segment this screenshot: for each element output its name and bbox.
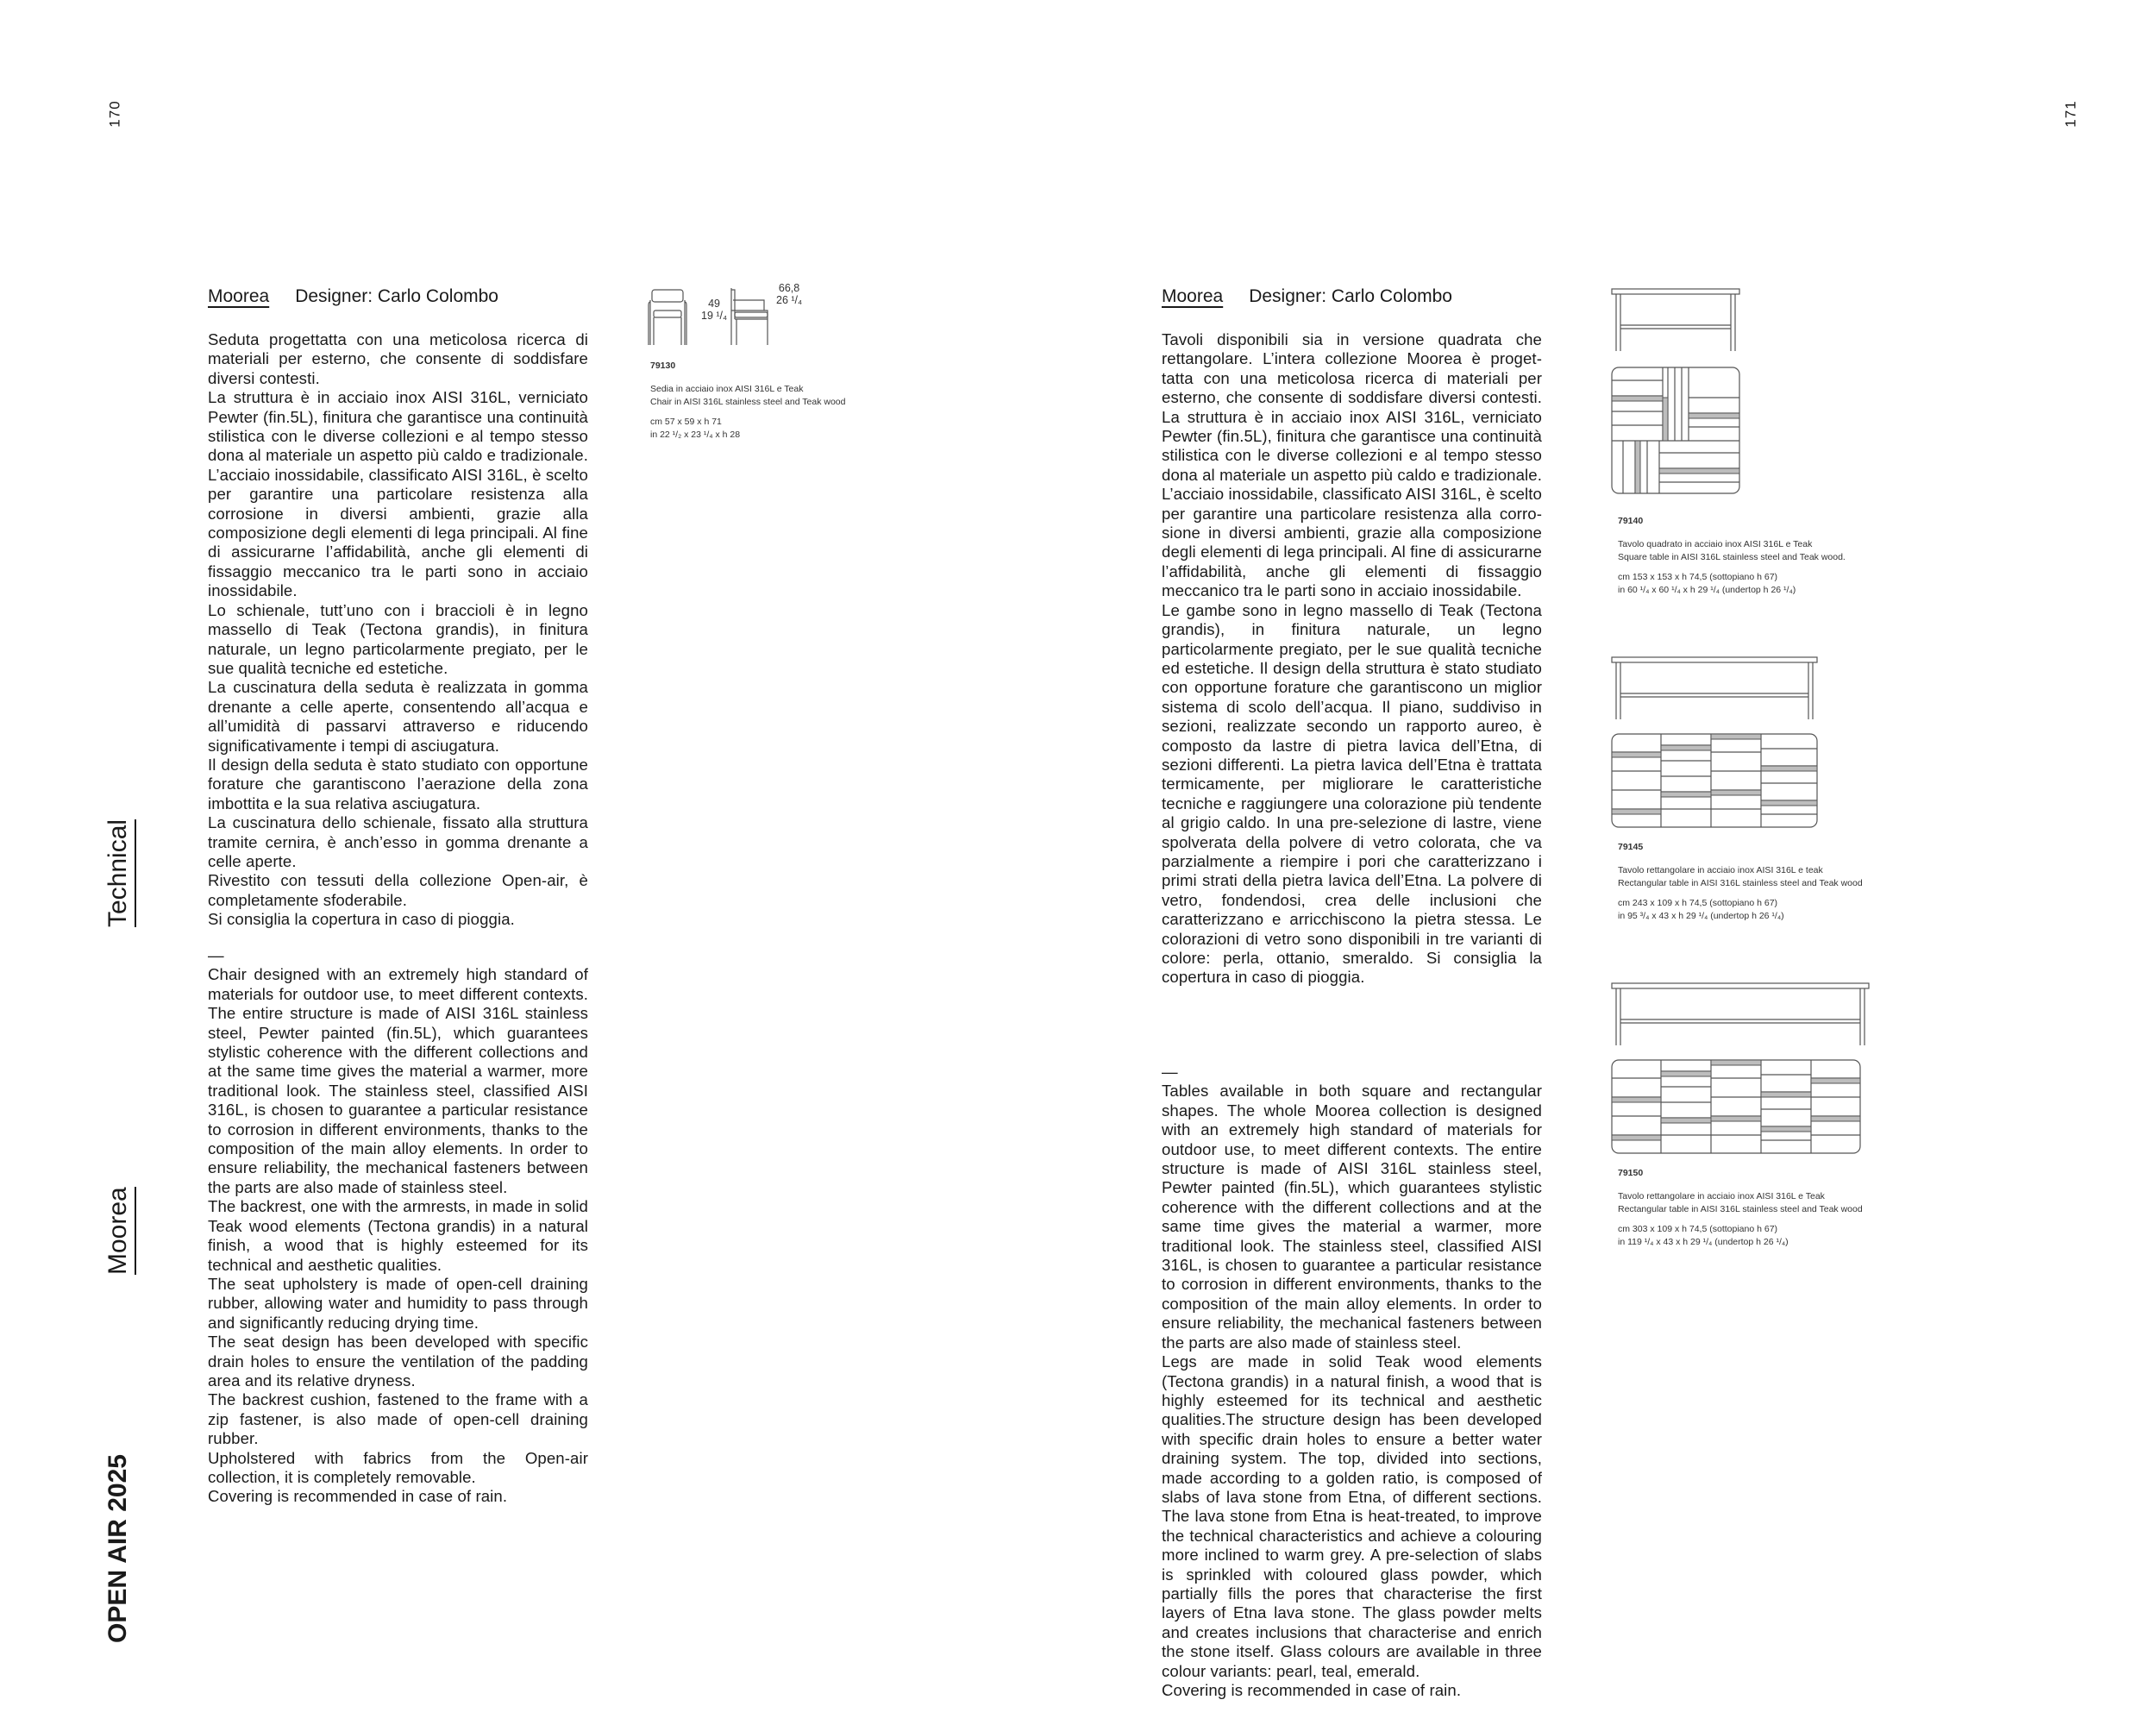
designer-name: Designer: Carlo Colombo [295,286,498,306]
product-code: 79145 [1618,842,1644,852]
product-info-79145 [1618,841,1863,923]
collection-label: Moorea [103,1187,136,1275]
catalogue-label: OPEN AIR 2025 [103,1454,132,1643]
product-desc-en: Chair in AISI 316L stainless steel and Teak wood [650,397,846,407]
product-desc-it: Sedia in acciaio inox AISI 316L e Teak [650,384,804,394]
product-desc-it: Tavolo quadrato in acciaio inox AISI 316L e Teak [1618,539,1813,549]
square-table-elevation [1611,287,1740,353]
table-description-italian: Tavoli disponibili sia in versione quadrata che rettangolare. L’intera collezione Moorea è proget-tatta con una meticolosa ricerca di materiali per esterno, che consente di soddisfare diversi contesti. La struttura è in acciaio inox AISI 316L, verniciato Pewter (fin.5L), finitura che garantisce una continuità stilistica con le diverse collezioni e al tempo stesso dona al materiale un aspetto più caldo e tradizionale. L’acciaio inossidabile, classificato AISI 316L, è scelto per garantire una particolare resistenza alla corro-sione in diversi ambienti, grazie alla composizione degli elementi di lega principali. Al fine di assicurarne l’affidabilità, anche gli elementi di fissaggio meccanico tra le parti sono in acciaio inossidabile. Le gambe sono in legno massello di Teak (Tectona grandis), in finitura naturale, un legno particolarmente pregiato, per le sue qualità tecniche ed estetiche. Il design della struttura è stato studiato con opportune forature che garantiscono un miglior sistema di scolo dell’acqua. Il piano, suddiviso in sezioni, realizzate secondo un rapporto aureo, è composto da lastre di pietra lavica dell’Etna, di sezioni differenti. La pietra lavica dell’Etna è trattata termicamente, per migliorare le caratteristiche tecniche e raggiungere una colorazione più tendente al grigio caldo. In una pre-selezione di lastre, viene spolverata della polvere di vetro colorata, che va parzialmente a riempire i pori che caratterizzano i primi strati della pietra lavica dell’Etna. La polvere di vetro, fondendosi, crea delle inclusioni che caratterizzano e arricchiscono la pietra stessa. Le colorazioni di vetro sono disponibili in tre varianti di colore: perla, ottanio, smeraldo. Si consiglia la copertura in caso di pioggia. [1162,330,1542,987]
product-size-cm: cm 153 x 153 x h 74,5 (sottopiano h 67) [1618,572,1778,582]
rect-table-245-elevation [1611,656,1818,721]
chair-description-english: — Chair designed with an extremely high standard of materials for outdoor use, to meet different contexts. The entire structure is made of AISI 316L stainless steel, Pewter painted (fin.5L), which guarantees stylistic coherence with the different collections and at the same time gives the material a warmer, more traditional look. The stainless steel, classified AISI 316L, is chosen to guarantee a particular resistance to corrosion in different environments, thanks to the composition of the main alloy elements. In order to ensure reliability, the mechanical fasteners between the parts are also made of stainless steel. The backrest, one with the armrests, in made in solid Teak wood elements (Tectona grandis) in a natural finish, a wood that is highly esteemed for its technical and aesthetic qualities. The seat upholstery is made of open-cell draining rubber, allowing water and humidity to pass through and significantly reducing drying time. The seat design has been developed with specific drain holes to ensure the ventilation of the padding area and its relative dryness. The backrest cushion, fastened to the frame with a zip fastener, is also made of open-cell draining rubber. Upholstered with fabrics from the Open-air collection, it is completely removable. Covering is recommended in case of rain. [208,946,588,1506]
left-page-header [208,286,498,307]
chair-height-cm: 66,8 [778,282,800,294]
rect-table-245-plan [1611,733,1818,828]
product-size-in: in 119 ¹/₄ x 43 x h 29 ¹/₄ (undertop h 26 ¹/₄) [1618,1237,1789,1247]
rect-table-303-plan [1611,1059,1861,1154]
page-number-right: 171 [2062,100,2079,128]
product-info-79150 [1618,1167,1863,1249]
product-desc-it: Tavolo rettangolare in acciaio inox AISI 316L e Teak [1618,1191,1825,1201]
chair-width-dim [701,298,727,322]
page-number-left: 170 [106,100,123,128]
product-size-cm: cm 303 x 109 x h 74,5 (sottopiano h 67) [1618,1224,1778,1234]
square-table-plan [1611,367,1740,494]
product-size-cm: cm 243 x 109 x h 74,5 (sottopiano h 67) [1618,898,1778,908]
product-size-in: in 95 ³/₄ x 43 x h 29 ¹/₄ (undertop h 26 ¹/₄) [1618,911,1784,921]
product-code: 79130 [650,361,676,371]
rect-table-303-elevation [1611,982,1870,1047]
designer-name: Designer: Carlo Colombo [1249,286,1452,306]
product-desc-en: Rectangular table in AISI 316L stainless steel and Teak wood [1618,1204,1863,1214]
product-info-79140 [1618,515,1846,597]
product-name: Moorea [1162,286,1224,306]
chair-height-in: 26 ¹/₄ [776,294,803,306]
product-name: Moorea [208,286,270,306]
product-size-cm: cm 57 x 59 x h 71 [650,417,722,427]
product-desc-en: Square table in AISI 316L stainless steel and Teak wood. [1618,552,1846,562]
section-label-technical: Technical [103,819,136,927]
product-code: 79150 [1618,1168,1644,1178]
product-desc-it: Tavolo rettangolare in acciaio inox AISI 316L e teak [1618,865,1823,875]
product-desc-en: Rectangular table in AISI 316L stainless steel and Teak wood [1618,878,1863,888]
chair-width-in: 19 ¹/₄ [701,310,728,322]
table-description-english: — Tables available in both square and rectangular shapes. The whole Moorea collection is designed with an extremely high standard of materials for outdoor use, to meet different contexts. The entire structure is made of AISI 316L stainless steel, Pewter painted (fin.5L), which guarantees stylistic coherence with the different collections and at the same time gives the material a warmer, more traditional look. The stainless steel, classified AISI 316L, is chosen to guarantee a particular resistance to corrosion in different environments, thanks to the composition of the main alloy elements. In order to ensure reliability, the mechanical fasteners between the parts are also made of stainless steel. Legs are made in solid Teak wood elements (Tectona grandis) in a natural finish, a wood that is highly esteemed for its technical and aesthetic qualities.The structure design has been developed with specific drain holes to ensure a better water draining system. The top, divided into sections, made according to a golden ratio, is composed of slabs of lava stone from Etna, of different sections. The lava stone from Etna is heat-treated, to improve the technical characteristics and achieve a colouring more inclined to warm grey. A pre-selection of slabs is sprinkled with coloured glass powder, which partially fills the pores that characterise the first layers of Etna lava stone. The glass powder melts and creates inclusions that characterise and enrich the stone itself. Glass colours are available in three colour variants: pearl, teal, emerald. Covering is recommended in case of rain. [1162,1063,1542,1699]
chair-height-dim [776,282,802,306]
product-code: 79140 [1618,516,1644,526]
product-size-in: in 22 ¹/₂ x 23 ¹/₄ x h 28 [650,430,741,440]
right-page-header [1162,286,1452,307]
product-size-in: in 60 ¹/₄ x 60 ¹/₄ x h 29 ¹/₄ (undertop h 26 ¹/₄) [1618,585,1796,595]
chair-description-italian: Seduta progettatta con una meticolosa ricerca di materiali per esterno, che consente di soddisfare diversi contesti. La struttura è in acciaio inox AISI 316L, verniciato Pewter (fin.5L), finitura che garantisce una continuità stilistica con le diverse collezioni e al tempo stesso dona al materiale un aspetto più caldo e tradizionale. L’acciaio inossidabile, classificato AISI 316L, è scelto per garantire una particolare resistenza alla corrosione in diversi ambienti, grazie alla composizione degli elementi di lega principali. Al fine di assicurarne l’affidabilità, anche gli elementi di fissaggio meccanico tra le parti sono in acciaio inossidabile. Lo schienale, tutt’uno con i braccioli è in legno massello di Teak (Tectona grandis), in finitura naturale, un legno particolarmente pregiato, per le sue qualità tecniche ed estetiche. La cuscinatura della seduta è realizzata in gomma drenante a celle aperte, consentendo all’acqua e all’umidità di passarvi attraverso e riducendo significativamente i tempi di asciugatura. Il design della seduta è stato studiato con opportune forature che garantiscono l’aerazione della zona imbottita e la sua relativa asciugatura. La cuscinatura dello schienale, fissato alla struttura tramite cernira, è anch’esso in gomma drenante a celle aperte. Rivestito con tessuti della collezione Open-air, è completamente sfoderabile. Si consiglia la copertura in caso di pioggia. [208,330,588,929]
chair-width-cm: 49 [708,298,721,310]
product-info-79130 [650,360,845,442]
